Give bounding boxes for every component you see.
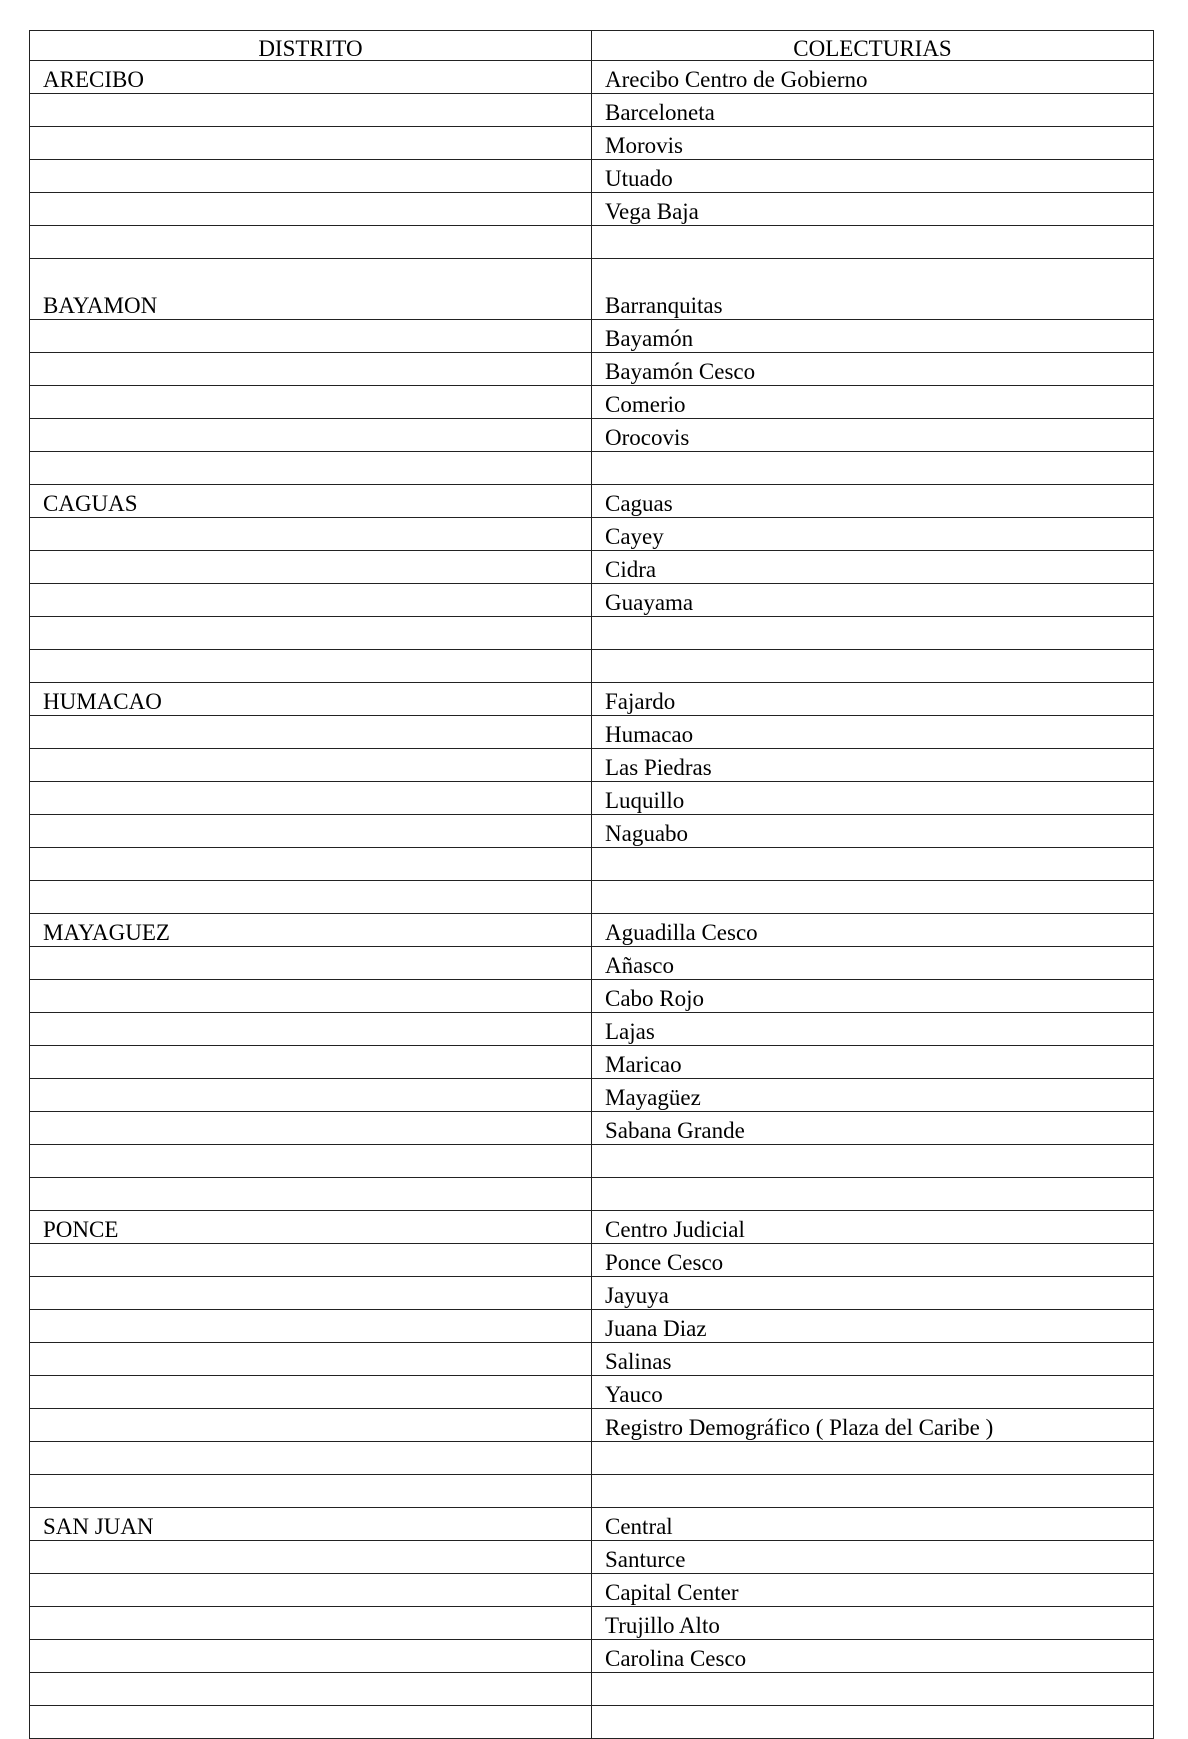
table-row — [30, 1376, 1154, 1409]
table-row — [30, 1178, 1154, 1211]
collection-office-cell: Carolina Cesco — [592, 1640, 1154, 1673]
district-cell — [30, 1013, 592, 1046]
collection-office-cell: Registro Demográfico ( Plaza del Caribe ) — [592, 1409, 1154, 1442]
table-row — [30, 452, 1154, 485]
collection-office-cell — [592, 650, 1154, 683]
collection-office-cell: Mayagüez — [592, 1079, 1154, 1112]
collection-office-cell: Capital Center — [592, 1574, 1154, 1607]
table-row — [30, 1442, 1154, 1475]
district-cell — [30, 386, 592, 419]
collection-office-cell: Caguas — [592, 485, 1154, 518]
district-cell — [30, 551, 592, 584]
collection-office-cell — [592, 881, 1154, 914]
district-cell — [30, 1145, 592, 1178]
collection-office-cell: Ponce Cesco — [592, 1244, 1154, 1277]
table-row — [30, 1508, 1154, 1541]
district-cell — [30, 815, 592, 848]
collection-office-cell — [592, 1178, 1154, 1211]
collection-office-cell: Cidra — [592, 551, 1154, 584]
table-row — [30, 160, 1154, 193]
table-row — [30, 1673, 1154, 1706]
table-row — [30, 1277, 1154, 1310]
table-row — [30, 1574, 1154, 1607]
table-row — [30, 127, 1154, 160]
collection-office-cell: Añasco — [592, 947, 1154, 980]
district-cell — [30, 1178, 592, 1211]
district-cell — [30, 650, 592, 683]
collection-office-cell: Utuado — [592, 160, 1154, 193]
district-cell — [30, 1079, 592, 1112]
district-cell — [30, 94, 592, 127]
table-row — [30, 551, 1154, 584]
collection-office-cell: Bayamón Cesco — [592, 353, 1154, 386]
collection-office-cell — [592, 452, 1154, 485]
district-cell — [30, 1475, 592, 1508]
table-row — [30, 259, 1154, 320]
collection-office-cell: Aguadilla Cesco — [592, 914, 1154, 947]
district-cell — [30, 1376, 592, 1409]
district-cell — [30, 1541, 592, 1574]
district-cell — [30, 1442, 592, 1475]
table-row — [30, 1211, 1154, 1244]
district-cell — [30, 127, 592, 160]
collection-office-cell — [592, 848, 1154, 881]
table-row — [30, 1079, 1154, 1112]
district-cell — [30, 419, 592, 452]
collection-office-cell: Barceloneta — [592, 94, 1154, 127]
collection-office-cell: Maricao — [592, 1046, 1154, 1079]
district-cell — [30, 1244, 592, 1277]
table-row — [30, 848, 1154, 881]
collection-office-cell: Trujillo Alto — [592, 1607, 1154, 1640]
table-row — [30, 485, 1154, 518]
district-cell — [30, 848, 592, 881]
table-row — [30, 749, 1154, 782]
district-cell — [30, 1706, 592, 1739]
collection-office-cell: Santurce — [592, 1541, 1154, 1574]
table-row — [30, 914, 1154, 947]
district-cell — [30, 716, 592, 749]
collection-office-cell: Jayuya — [592, 1277, 1154, 1310]
collection-office-cell: Sabana Grande — [592, 1112, 1154, 1145]
collection-office-cell — [592, 1442, 1154, 1475]
district-cell — [30, 353, 592, 386]
district-cell: MAYAGUEZ — [30, 914, 592, 947]
district-cell: ARECIBO — [30, 61, 592, 94]
table-row — [30, 1607, 1154, 1640]
collection-office-cell: Juana Diaz — [592, 1310, 1154, 1343]
table-row — [30, 1310, 1154, 1343]
district-cell: SAN JUAN — [30, 1508, 592, 1541]
district-cell: HUMACAO — [30, 683, 592, 716]
collection-office-cell: Central — [592, 1508, 1154, 1541]
collection-office-cell: Centro Judicial — [592, 1211, 1154, 1244]
table-row — [30, 683, 1154, 716]
table-row — [30, 1706, 1154, 1739]
district-cell: CAGUAS — [30, 485, 592, 518]
collection-office-cell: Lajas — [592, 1013, 1154, 1046]
table-row — [30, 782, 1154, 815]
collection-office-cell: Arecibo Centro de Gobierno — [592, 61, 1154, 94]
collection-office-cell — [592, 1673, 1154, 1706]
district-cell — [30, 881, 592, 914]
district-cell — [30, 1673, 592, 1706]
district-cell: PONCE — [30, 1211, 592, 1244]
table-row — [30, 947, 1154, 980]
district-cell — [30, 980, 592, 1013]
district-cell — [30, 947, 592, 980]
district-cell — [30, 1607, 592, 1640]
table-row — [30, 419, 1154, 452]
table-row — [30, 193, 1154, 226]
collection-office-cell: Orocovis — [592, 419, 1154, 452]
table-row — [30, 353, 1154, 386]
collection-office-cell: Naguabo — [592, 815, 1154, 848]
table-row — [30, 386, 1154, 419]
district-cell — [30, 1310, 592, 1343]
table-row — [30, 1244, 1154, 1277]
table-row — [30, 1013, 1154, 1046]
district-cell — [30, 617, 592, 650]
collection-office-cell: Humacao — [592, 716, 1154, 749]
district-cell: BAYAMON — [30, 259, 592, 320]
table-row — [30, 1046, 1154, 1079]
table-row — [30, 815, 1154, 848]
district-cell — [30, 1343, 592, 1376]
table-row — [30, 61, 1154, 94]
collection-office-cell: Bayamón — [592, 320, 1154, 353]
district-cell — [30, 1409, 592, 1442]
district-cell — [30, 749, 592, 782]
table-row — [30, 1541, 1154, 1574]
collection-office-cell — [592, 1706, 1154, 1739]
district-cell — [30, 1277, 592, 1310]
collection-office-cell: Salinas — [592, 1343, 1154, 1376]
table-row — [30, 518, 1154, 551]
district-cell — [30, 320, 592, 353]
table-header — [30, 31, 1154, 61]
district-offices-table — [29, 30, 1154, 1739]
collection-office-cell: Luquillo — [592, 782, 1154, 815]
table-row — [30, 1145, 1154, 1178]
district-cell — [30, 1640, 592, 1673]
district-cell — [30, 226, 592, 259]
collection-office-cell: Las Piedras — [592, 749, 1154, 782]
table-row — [30, 94, 1154, 127]
district-cell — [30, 1046, 592, 1079]
table-row — [30, 980, 1154, 1013]
district-cell — [30, 160, 592, 193]
table-row — [30, 617, 1154, 650]
collection-office-cell: Yauco — [592, 1376, 1154, 1409]
table-row — [30, 1112, 1154, 1145]
collection-office-cell — [592, 617, 1154, 650]
table-row — [30, 1475, 1154, 1508]
district-cell — [30, 193, 592, 226]
district-cell — [30, 584, 592, 617]
table-row — [30, 226, 1154, 259]
district-cell — [30, 1112, 592, 1145]
district-cell — [30, 1574, 592, 1607]
collection-office-cell: Guayama — [592, 584, 1154, 617]
column-header-district: DISTRITO — [30, 31, 592, 61]
table-row — [30, 650, 1154, 683]
district-cell — [30, 518, 592, 551]
collection-office-cell: Morovis — [592, 127, 1154, 160]
collection-office-cell: Cabo Rojo — [592, 980, 1154, 1013]
district-cell — [30, 782, 592, 815]
collection-office-cell: Cayey — [592, 518, 1154, 551]
table-row — [30, 1343, 1154, 1376]
table-row — [30, 584, 1154, 617]
table-row — [30, 320, 1154, 353]
table-row — [30, 881, 1154, 914]
collection-office-cell — [592, 1475, 1154, 1508]
header-row — [30, 31, 1154, 61]
district-cell — [30, 452, 592, 485]
collection-office-cell: Fajardo — [592, 683, 1154, 716]
collection-office-cell: Comerio — [592, 386, 1154, 419]
collection-office-cell: Barranquitas — [592, 259, 1154, 320]
collection-office-cell — [592, 226, 1154, 259]
table-body — [30, 61, 1154, 1739]
table-row — [30, 716, 1154, 749]
collection-office-cell — [592, 1145, 1154, 1178]
table-row — [30, 1640, 1154, 1673]
table-row — [30, 1409, 1154, 1442]
collection-office-cell: Vega Baja — [592, 193, 1154, 226]
column-header-collections: COLECTURIAS — [592, 31, 1154, 61]
